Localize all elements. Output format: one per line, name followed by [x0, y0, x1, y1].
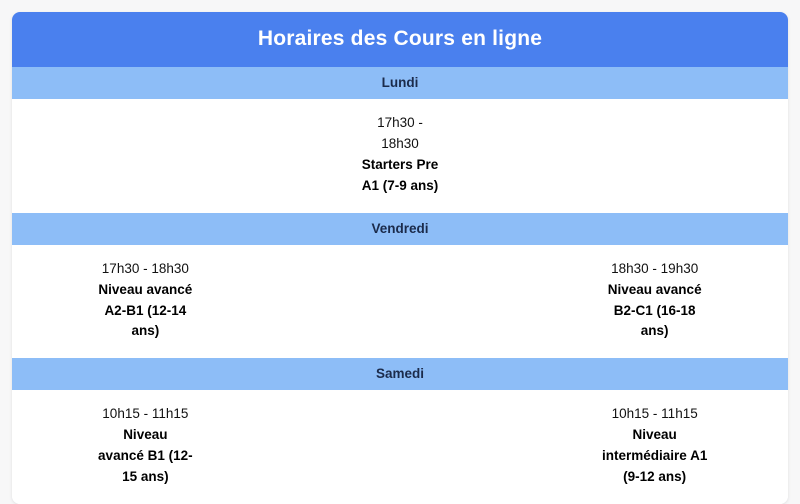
slot-time: 17h30 - 18h30	[377, 115, 423, 151]
slot-cell-vendredi-left	[12, 245, 279, 359]
day-header-lundi: Lundi	[12, 67, 788, 99]
slot-cell-empty	[279, 390, 522, 504]
slot-cell-samedi-right	[521, 390, 788, 504]
day-header-vendredi: Vendredi	[12, 213, 788, 245]
slot-row-vendredi	[12, 245, 788, 359]
slot-time: 18h30 - 19h30	[611, 260, 699, 276]
slot-label: Niveau avancé B2-C1 (16-18 ans)	[607, 281, 702, 339]
slot-cell-lundi-center	[263, 99, 538, 213]
slot-cell-samedi-left	[12, 390, 279, 504]
slot-cell-empty	[537, 99, 788, 213]
slot-label: Niveau intermédiaire A1 (9-12 ans)	[602, 427, 708, 485]
slot-cell-empty	[12, 99, 263, 213]
schedule-card	[12, 12, 788, 504]
slot-cell-empty	[279, 245, 522, 359]
slot-row-samedi	[12, 390, 788, 504]
day-header-samedi: Samedi	[12, 358, 788, 390]
slot-label: Niveau avancé A2-B1 (12-14 ans)	[98, 281, 193, 339]
slot-label: Starters Pre A1 (7-9 ans)	[361, 156, 439, 193]
slot-time: 17h30 - 18h30	[101, 260, 189, 276]
slot-time: 10h15 - 11h15	[611, 406, 698, 422]
slot-cell-vendredi-right	[521, 245, 788, 359]
slot-label: Niveau avancé B1 (12- 15 ans)	[98, 427, 193, 485]
slot-time: 10h15 - 11h15	[102, 406, 189, 422]
page-title: Horaires des Cours en ligne	[12, 12, 788, 67]
slot-row-lundi	[12, 99, 788, 213]
